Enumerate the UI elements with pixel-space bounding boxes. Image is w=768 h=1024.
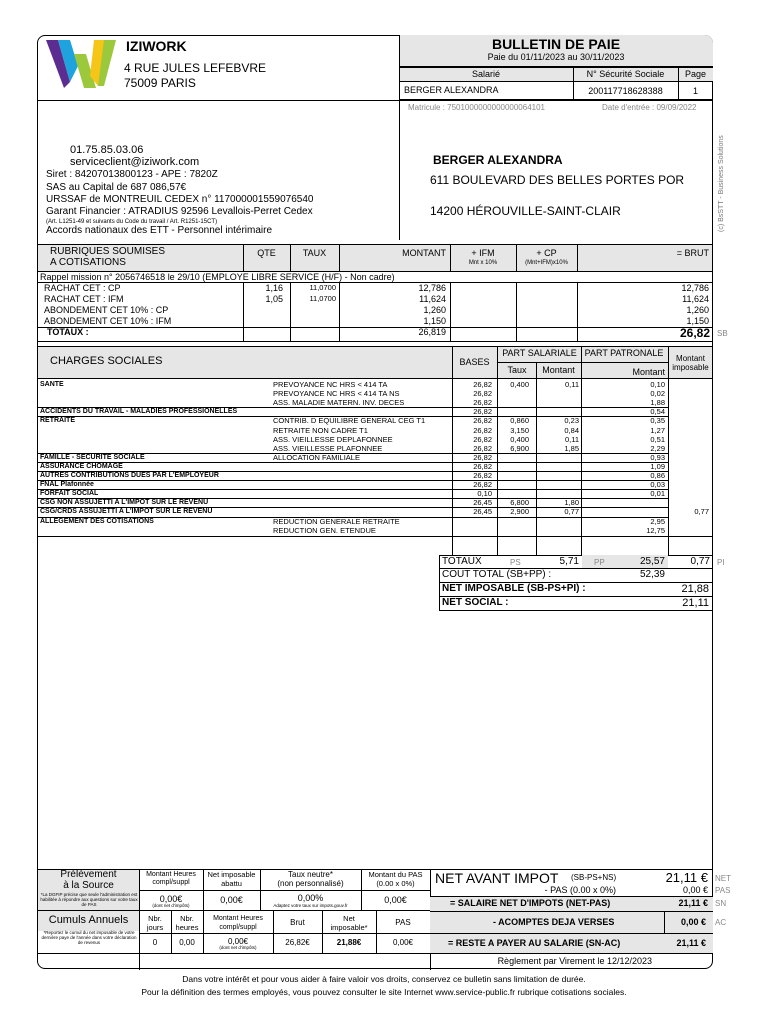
net-avant-value: 21,11 € [665, 870, 708, 885]
side-sb: SB [717, 329, 728, 338]
col-imposable2: imposable [672, 363, 709, 372]
prelev-title2: à la Source [63, 880, 114, 891]
rappel-mission: Rappel mission n° 2056746518 le 29/10 (EMPLOYE LIBRE SERVICE (H/F) - Non cadre) [40, 272, 395, 282]
charge-row-montant-pat: 0,01 [650, 489, 665, 499]
cv-heures: 0,00 [179, 938, 195, 947]
cumuls-title: Cumuls Annuels [48, 914, 129, 926]
charge-row-base: 26,45 [473, 498, 492, 508]
col-bases: BASES [459, 357, 490, 367]
charges-totaux-label: TOTAUX [442, 556, 482, 567]
charges-title: CHARGES SOCIALES [50, 355, 163, 367]
charge-row-montant-sal: 1,85 [564, 443, 579, 453]
charge-row-libelle: PREVOYANCE NC HRS < 414 TA [273, 380, 388, 389]
company-address2: 75009 PARIS [124, 76, 196, 90]
charge-row-taux: 6,900 [510, 443, 529, 453]
rub-row-label: RACHAT CET : CP [44, 283, 121, 293]
col-page: Page [684, 69, 707, 79]
charge-row-libelle: ALLOCATION FAMILIALE [273, 452, 360, 462]
rubriques-title2: A COTISATIONS [50, 257, 126, 268]
rub-row-label: ABONDEMENT CET 10% : CP [44, 305, 169, 315]
side-pi: PI [717, 558, 725, 567]
charge-row-separator [37, 480, 668, 481]
prelev-note: *La DGFIP précise que seule l'administration est habilitée à répondre aux questions sur votre taux de PAS [40, 892, 138, 907]
bulletin-period: Paie du 01/11/2023 au 30/11/2023 [487, 52, 625, 62]
charge-row-base: 26,82 [473, 461, 492, 471]
col-montant: MONTANT [402, 248, 446, 258]
charge-row-base: 26,82 [473, 416, 492, 426]
charge-row-libelle: ASS. VIEILLESSE PLAFONNEE [273, 443, 383, 453]
charge-row-montant-pat: 0,51 [650, 434, 665, 444]
company-phone: 01.75.85.03.06 [70, 144, 144, 156]
charge-row-montant-pat: 0,35 [650, 416, 665, 426]
secu-number: 200117718628388 [588, 86, 663, 96]
charge-row-category: RETRAITE [40, 417, 75, 425]
employee-city: 14200 HÉROUVILLE-SAINT-CLAIR [430, 204, 621, 218]
rub-row-brut: 12,786 [681, 283, 709, 293]
acomptes-value: 0,00 € [680, 917, 706, 927]
cv-jours: 0 [152, 938, 158, 947]
charge-row-separator [37, 462, 668, 463]
pp-label: PP [594, 558, 605, 567]
rub-row-label: RACHAT CET : IFM [44, 294, 124, 304]
net-social-value: 21,11 [682, 597, 709, 609]
company-accords: Accords nationaux des ETT - Personnel intérimaire [46, 225, 273, 236]
company-capital: SAS au Capital de 687 086,57€ [46, 182, 187, 193]
pas-line-label: - PAS (0.00 x 0%) [544, 885, 616, 895]
charge-row-base: 26,82 [473, 452, 492, 462]
col-imposable: Montant [676, 354, 705, 363]
cv-mh-note: (dont net d'impôts) [219, 945, 257, 950]
side-pas: PAS [715, 886, 731, 895]
side-label-bsstt: (c) BsSTT - Business Solutions [718, 135, 725, 232]
c-brut: Brut [290, 918, 305, 927]
charge-row-libelle: ASS. MALADIE MATERN. INV. DECES [273, 398, 405, 408]
charge-row-libelle: CONTRIB. D EQUILIBRE GENERAL CEG T1 [273, 416, 426, 426]
prelev-title: Prélèvement [60, 869, 117, 880]
cv-brut: 26,82€ [285, 938, 310, 947]
charge-row-montant-pat: 12,75 [646, 525, 665, 535]
rub-row-montant: 12,786 [418, 283, 446, 293]
h-taux-neutre: Taux neutre* [288, 870, 333, 879]
charge-row-libelle: ASS. VIEILLESSE DEPLAFONNEE [273, 434, 393, 444]
charge-row-category: CSG NON ASSUJETTI A L'IMPOT SUR LE REVENU [40, 499, 209, 507]
h-pas-rate: (0.00 x 0%) [376, 879, 415, 888]
charge-row-montant-sal: 0,84 [564, 425, 579, 435]
charge-row-category: CSG/CRDS ASSUJETTI A L'IMPOT SUR LE REVENU [40, 508, 213, 516]
charge-row-base: 26,82 [473, 380, 492, 389]
company-name: IZIWORK [126, 38, 187, 54]
v-pas: 0,00€ [384, 895, 407, 905]
c-net2: imposable* [330, 923, 368, 932]
charge-row-montant-sal: 0,77 [564, 507, 579, 517]
h-montant-pas: Montant du PAS [368, 870, 423, 879]
net-imposable-label: NET IMPOSABLE (SB-PS+PI) : [442, 583, 586, 594]
cv-mh: 0,00€ [227, 937, 249, 946]
v-heures: 0,00€ [159, 894, 183, 904]
rub-row-brut: 1,260 [686, 305, 709, 315]
matricule: Matricule : 7501000000000000064101 [408, 103, 546, 112]
h-compl: compl/suppl [152, 879, 190, 886]
company-siret: Siret : 84207013800123 - APE : 7820Z [46, 169, 218, 180]
charge-row-imposable: 0,77 [694, 507, 709, 517]
c-pas: PAS [395, 918, 411, 927]
v-taux-note: Adaptez votre taux sur impots.gouv.fr [273, 903, 348, 908]
company-garant-note: (Art. L1251-49 et suivants du Code du travail / Art. R1251-15CT) [46, 219, 218, 225]
charge-row-libelle: REDUCTION GENERALE RETRAITE [273, 516, 400, 526]
charge-row-montant-sal: 1,80 [564, 498, 579, 508]
cout-total-label: COUT TOTAL (SB+PP) : [442, 569, 552, 580]
rub-row-montant: 1,150 [423, 316, 446, 326]
col-montant-sal: Montant [542, 365, 575, 375]
net-avant-label: NET AVANT IMPOT [435, 870, 559, 886]
charge-row-montant-pat: 0,02 [650, 389, 665, 399]
c-nbr-jours: Nbr. [148, 914, 162, 923]
charge-row-base: 26,82 [473, 480, 492, 490]
company-urssaf: URSSAF de MONTREUIL CEDEX n° 117000001559076540 [46, 194, 314, 205]
charge-row-montant-pat: 1,88 [650, 398, 665, 408]
pas-line-value: 0,00 € [682, 885, 708, 895]
charge-row-montant-pat: 0,03 [650, 480, 665, 490]
charge-row-category: SANTE [40, 381, 64, 388]
col-cp: + CP [536, 248, 557, 258]
charge-row-base: 0,10 [477, 489, 492, 499]
cout-total-value: 52,39 [639, 569, 665, 580]
charge-row-base: 26,82 [473, 398, 492, 408]
col-part-sal: PART SALARIALE [502, 348, 577, 358]
c-net: Net [343, 914, 355, 923]
side-net: NET [715, 874, 731, 883]
col-salarie: Salarié [471, 69, 500, 79]
charge-row-taux: 0,400 [510, 434, 529, 444]
cv-net: 21,88€ [336, 938, 362, 947]
charge-row-libelle: PREVOYANCE NC HRS < 414 TA NS [273, 389, 400, 399]
charge-row-category: AUTRES CONTRIBUTIONS DUES PAR L'EMPLOYEUR [40, 472, 219, 479]
ps-label: PS [510, 558, 521, 567]
charge-row-montant-pat: 0,93 [650, 452, 665, 462]
cumuls-note: *Reportez le cumul du net imposable de votre dernière paye de l'année dans votre déclaration de revenus [41, 930, 137, 945]
charge-row-montant-pat: 2,95 [650, 516, 665, 526]
salaire-net-value: 21,11 € [678, 898, 708, 908]
col-ifm-sub: Mnt x 10% [468, 260, 498, 266]
charge-row-montant-pat: 1,27 [650, 425, 665, 435]
reste-label: = RESTE A PAYER AU SALARIE (SN-AC) [448, 938, 621, 948]
c-heures: heures [175, 923, 199, 932]
company-address1: 4 RUE JULES LEFEBVRE [124, 61, 267, 75]
footer-line2: Pour la définition des termes employés, vous pouvez consulter le site Internet www.service-public.fr rubrique cotisations sociales. [141, 987, 627, 997]
charge-row-taux: 0,860 [510, 416, 529, 426]
h-abattu: abattu [221, 879, 242, 888]
charge-row-libelle: REDUCTION GEN. ETENDUE [273, 525, 376, 535]
charge-row-taux: 6,800 [510, 498, 529, 508]
date-entree: Date d'entrée : 09/09/2022 [602, 103, 697, 112]
col-taux-sal: Taux [507, 365, 527, 375]
acomptes-label: - ACOMPTES DEJA VERSES [493, 917, 615, 927]
charge-row-montant-sal: 0,23 [564, 416, 579, 426]
rub-totaux-montant: 26,819 [418, 327, 446, 337]
charge-row-libelle: RETRAITE NON CADRE T1 [273, 425, 368, 435]
net-imposable-value: 21,88 [681, 583, 709, 595]
rub-row-taux: 11,0700 [309, 294, 336, 303]
charge-row-category: FNAL Plafonnée [40, 481, 94, 489]
charge-row-montant-pat: 0,10 [650, 380, 665, 389]
rub-row-taux: 11,0700 [309, 283, 336, 292]
net-avant-formula: (SB-PS+NS) [571, 873, 617, 882]
charge-row-category: ASSURANCE CHOMAGE [40, 462, 123, 470]
ps-value: 5,71 [559, 556, 579, 567]
c-mh2: compl/suppl [219, 924, 257, 931]
charge-row-separator [37, 489, 668, 490]
charge-row-montant-pat: 1,09 [650, 461, 665, 471]
charge-row-base: 26,82 [473, 434, 492, 444]
col-cp-sub: (Mnt+IFM)x10% [525, 260, 568, 266]
charge-row-base: 26,45 [473, 507, 492, 517]
h-net-imp: Net imposable [207, 870, 256, 879]
charge-row-montant-pat: 0,86 [650, 471, 665, 480]
cv-pas: 0,00€ [392, 938, 414, 947]
charge-row-montant-pat: 2,29 [650, 443, 665, 453]
side-ac: AC [715, 918, 727, 927]
charge-row-category: FORFAIT SOCIAL [40, 490, 99, 498]
net-social-label: NET SOCIAL : [442, 597, 509, 608]
charge-row-montant-sal: 0,11 [564, 380, 579, 389]
rubriques-title: RUBRIQUES SOUMISES [50, 246, 166, 257]
charge-row-base: 26,82 [473, 425, 492, 435]
reste-value: 21,11 € [676, 938, 706, 948]
rub-row-montant: 11,624 [419, 294, 446, 304]
charge-row-montant-pat: 0,54 [650, 407, 665, 417]
charge-row-category: ACCIDENTS DU TRAVAIL - MALADIES PROFESSIONELLES [40, 408, 238, 416]
c-nbr-heures: Nbr. [180, 914, 194, 923]
salarie-name: BERGER ALEXANDRA [404, 85, 499, 95]
pp-value: 25,57 [639, 556, 665, 567]
col-part-pat: PART PATRONALE [584, 348, 664, 358]
c-mh: Montant Heures [213, 915, 263, 922]
iziwork-logo [44, 36, 120, 92]
charge-row-category: FAMILLE - SECURITE SOCIALE [40, 453, 145, 461]
charge-row-taux: 2,900 [510, 507, 529, 517]
v-net-abattu: 0,00€ [220, 895, 243, 905]
rub-row-brut: 1,150 [686, 316, 709, 326]
rub-row-brut: 11,624 [682, 294, 709, 304]
salaire-net-label: = SALAIRE NET D'IMPOTS (NET-PAS) [450, 898, 611, 908]
company-garant: Garant Financier : ATRADIUS 92596 Levallois-Perret Cedex [46, 206, 313, 217]
col-ifm: + IFM [471, 248, 495, 258]
rub-totaux-label: TOTAUX : [47, 327, 89, 337]
charge-row-base: 26,82 [473, 471, 492, 480]
footer-line1: Dans votre intérêt et pour vous aider à faire valoir vos droits, conservez ce bulletin sans limitation de durée. [182, 974, 586, 984]
v-heures-note: (dont net d'impôts) [152, 903, 190, 908]
rub-row-qte: 1,05 [265, 294, 283, 304]
charge-row-base: 26,82 [473, 443, 492, 453]
charge-row-taux: 0,400 [510, 380, 529, 389]
col-montant-pat: Montant [632, 367, 665, 377]
page-number: 1 [692, 86, 698, 96]
rub-totaux-brut: 26,82 [679, 326, 710, 340]
col-secu: N° Sécurité Sociale [586, 69, 665, 79]
charge-row-base: 26,82 [473, 407, 492, 417]
c-jours: jours [146, 923, 164, 932]
bulletin-title: BULLETIN DE PAIE [491, 36, 621, 52]
rub-row-qte: 1,16 [265, 283, 283, 293]
charge-row-montant-sal: 0,11 [564, 434, 579, 444]
h-montant-heures: Montant Heures [146, 871, 196, 878]
employee-name: BERGER ALEXANDRA [433, 153, 563, 167]
reglement: Règlement par Virement le 12/12/2023 [497, 956, 652, 966]
col-qte: QTE [257, 248, 276, 258]
v-taux: 0,00% [297, 893, 324, 903]
charges-body-end [37, 536, 713, 537]
col-taux: TAUX [302, 248, 327, 258]
h-non-perso: (non personnalisé) [277, 879, 344, 888]
side-sn: SN [715, 899, 727, 908]
rub-row-label: ABONDEMENT CET 10% : IFM [44, 316, 172, 326]
charge-row-base: 26,82 [473, 389, 492, 399]
charge-row-taux: 3,150 [510, 425, 529, 435]
imp-total: 0,77 [690, 556, 710, 567]
charge-row-category: ALLEGEMENT DES COTISATIONS [40, 517, 154, 525]
company-email: serviceclient@iziwork.com [70, 156, 200, 168]
employee-street: 611 BOULEVARD DES BELLES PORTES POR [430, 173, 685, 187]
rub-row-montant: 1,260 [423, 305, 446, 315]
col-brut: = BRUT [676, 248, 709, 258]
